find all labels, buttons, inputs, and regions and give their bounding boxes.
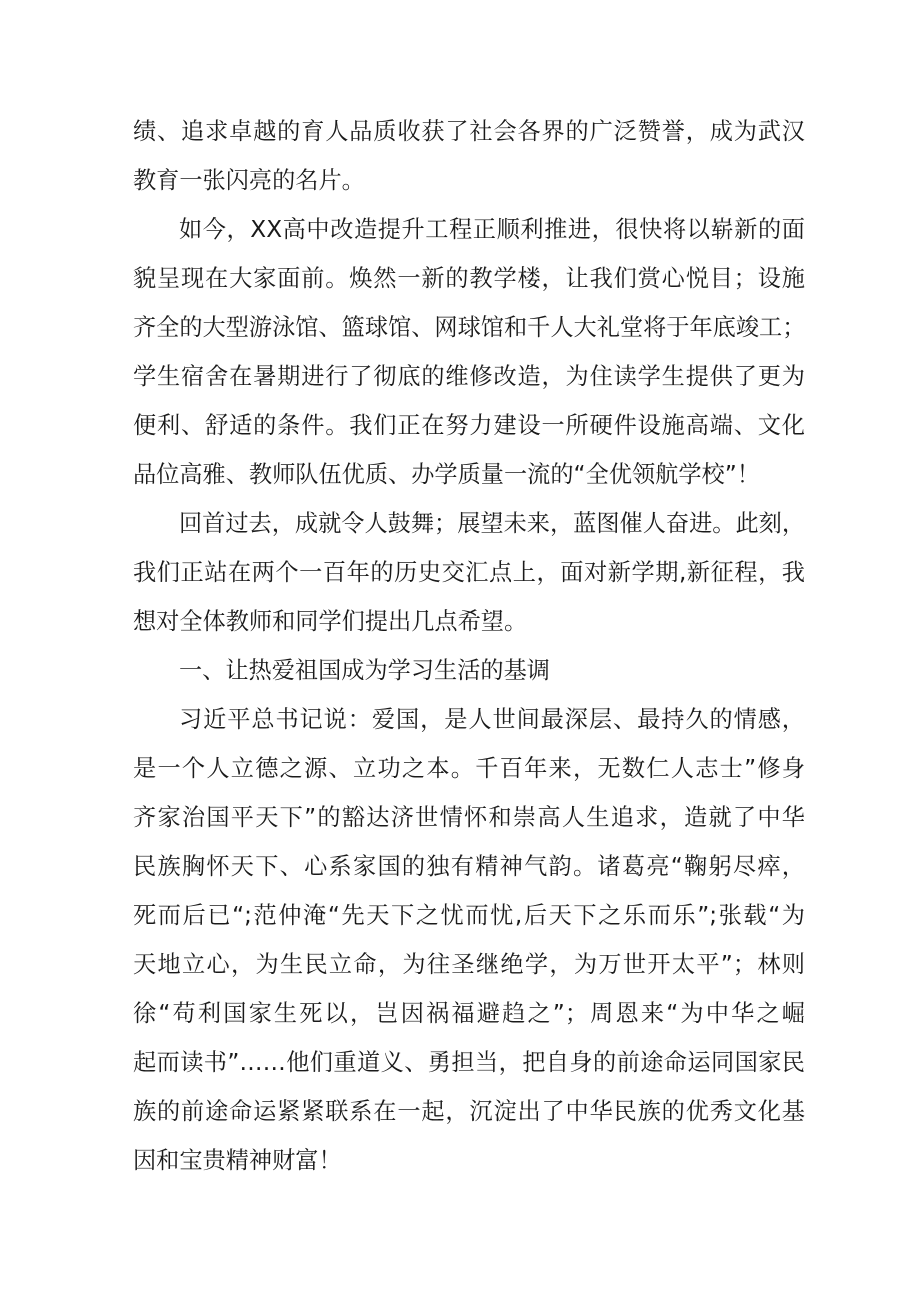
text-line: 便利、舒适的条件。我们正在努力建设一所硬件设施高端、文化 — [133, 412, 805, 439]
text-line: 齐家治国平天下”的豁达济世情怀和崇高人生追求，造就了中华 — [133, 804, 805, 831]
text-line: 死而后已“;范仲淹“先天下之忧而忧,后天下之乐而乐”;张载“为 — [133, 902, 805, 929]
text-line: 貌呈现在大家面前。焕然一新的教学楼，让我们赏心悦目；设施 — [133, 265, 805, 292]
text-line: 起而读书”……他们重道义、勇担当，把自身的前途命运同国家民 — [133, 1049, 805, 1076]
text-line: 因和宝贵精神财富！ — [133, 1147, 342, 1174]
text-line: 教育一张闪亮的名片。 — [133, 167, 365, 194]
text-line: 想对全体教师和同学们提出几点希望。 — [133, 608, 528, 635]
text-line: 天地立心，为生民立命，为往圣继绝学，为万世开太平”；林则 — [133, 951, 805, 978]
text-line: 齐全的大型游泳馆、篮球馆、网球馆和千人大礼堂将于年底竣工； — [133, 314, 805, 341]
text-line: 族的前途命运紧紧联系在一起，沉淀出了中华民族的优秀文化基 — [133, 1098, 805, 1125]
section-heading: 一、让热爱祖国成为学习生活的基调 — [179, 657, 550, 684]
text-line: 民族胸怀天下、心系家国的独有精神气韵。诸葛亮“鞠躬尽瘁， — [133, 853, 805, 880]
text-line: 学生宿舍在暑期进行了彻底的维修改造，为住读学生提供了更为 — [133, 363, 805, 390]
text-line: 绩、追求卓越的育人品质收获了社会各界的广泛赞誉，成为武汉 — [133, 118, 805, 145]
text-line: 是一个人立德之源、立功之本。千百年来，无数仁人志士”修身 — [133, 755, 805, 782]
text-line: 我们正站在两个一百年的历史交汇点上，面对新学期,新征程，我 — [133, 559, 805, 586]
text-line: 徐“苟利国家生死以，岂因祸福避趋之”；周恩来“为中华之崛 — [133, 1000, 805, 1027]
text-line: 品位高雅、教师队伍优质、办学质量一流的“全优领航学校”！ — [133, 461, 760, 488]
paragraph-first-line: 回首过去，成就令人鼓舞；展望未来，蓝图催人奋进。此刻， — [179, 510, 805, 537]
paragraph-first-line: 如今，XX高中改造提升工程正顺利推进，很快将以崭新的面 — [179, 216, 805, 243]
paragraph-first-line: 习近平总书记说：爱国，是人世间最深层、最持久的情感， — [179, 706, 805, 733]
body-text — [133, 107, 805, 1185]
